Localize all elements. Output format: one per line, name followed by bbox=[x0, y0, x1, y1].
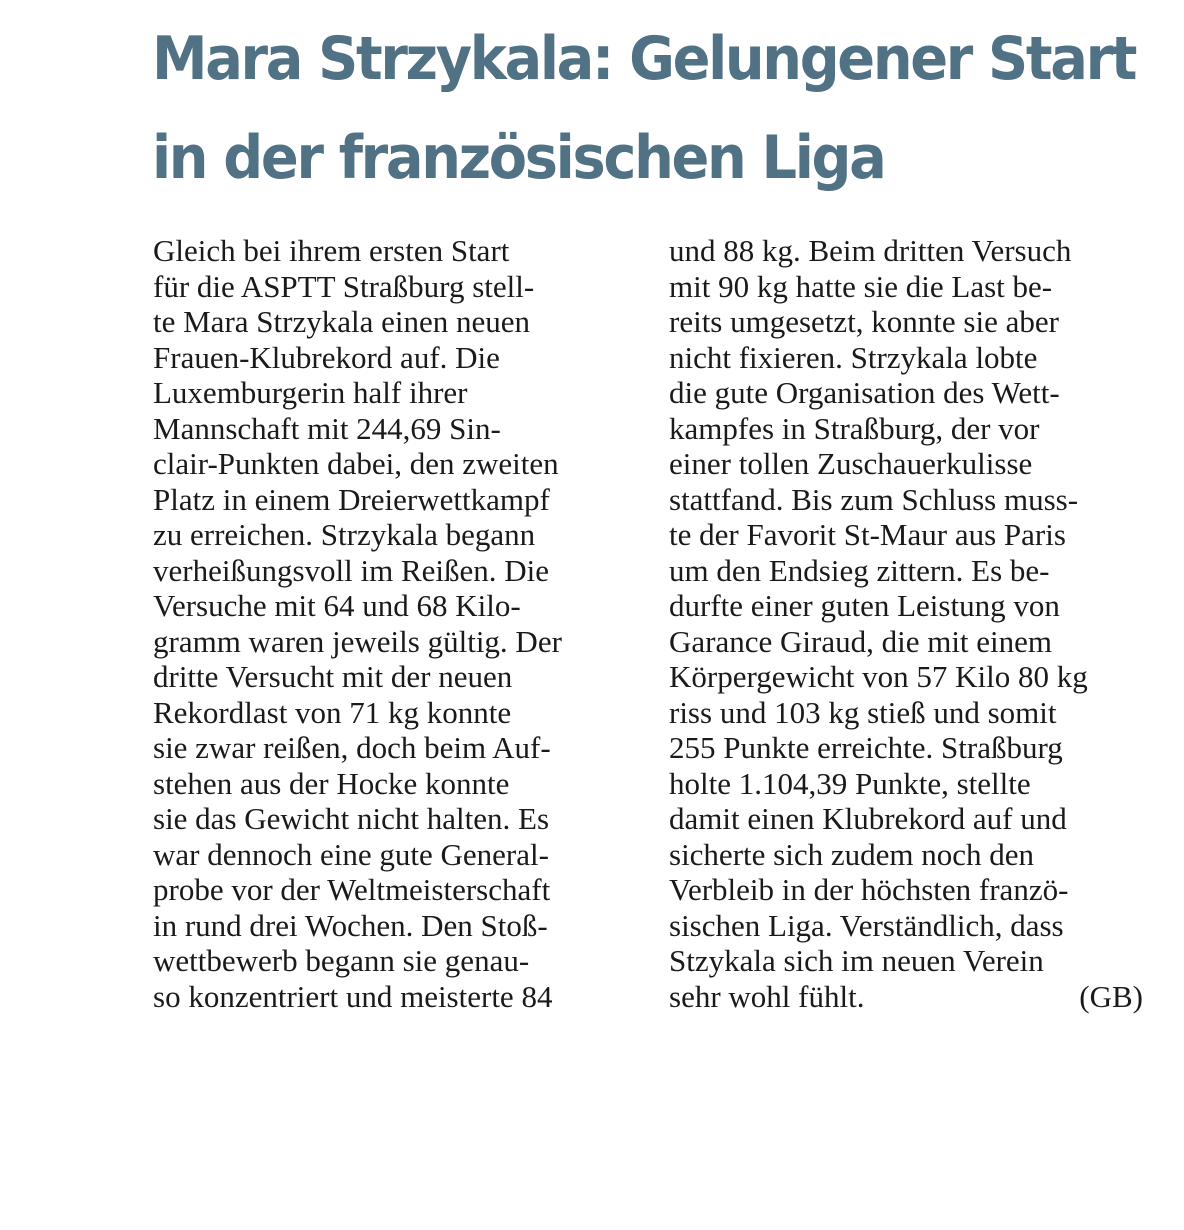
text-line: reits umgesetzt, konnte sie aber bbox=[669, 304, 1059, 339]
text-line: verheißungsvoll im Reißen. Die bbox=[153, 552, 550, 588]
text-line: um den Endsieg zittern. Es be- bbox=[669, 552, 1050, 588]
text-line: Frauen-Klubrekord auf. Die bbox=[153, 339, 500, 375]
text-line: durfte einer guten Leistung von bbox=[669, 588, 1060, 623]
text-line: war dennoch eine gute General- bbox=[153, 836, 549, 872]
article-headline bbox=[152, 10, 1136, 208]
text-line: holte 1.104,39 Punkte, stellte bbox=[669, 765, 1031, 801]
text-line: clair-Punkten dabei, den zweiten bbox=[153, 446, 559, 481]
text-line: Gleich bei ihrem ersten Start bbox=[153, 233, 510, 268]
text-line: in rund drei Wochen. Den Stoß- bbox=[153, 907, 548, 943]
text-line: probe vor der Weltmeisterschaft bbox=[153, 872, 551, 907]
closing-text: sehr wohl fühlt. bbox=[669, 978, 865, 1014]
article-column-left bbox=[153, 233, 562, 1014]
text-line: wettbewerb begann sie genau- bbox=[153, 943, 530, 978]
text-line: gramm waren jeweils gültig. Der bbox=[153, 623, 562, 659]
text-line: Körpergewicht von 57 Kilo 80 kg bbox=[669, 659, 1088, 694]
text-line: nicht fixieren. Strzykala lobte bbox=[669, 339, 1038, 375]
text-line: Rekordlast von 71 kg konnte bbox=[153, 694, 512, 730]
text-line: damit einen Klubrekord auf und bbox=[669, 801, 1067, 836]
text-line: Versuche mit 64 und 68 Kilo- bbox=[153, 588, 521, 623]
text-line: Stzykala sich im neuen Verein bbox=[669, 943, 1044, 978]
text-line: stehen aus der Hocke konnte bbox=[153, 765, 510, 801]
text-line: 255 Punkte erreichte. Straßburg bbox=[669, 730, 1063, 765]
text-line: Luxemburgerin half ihrer bbox=[153, 375, 468, 410]
text-line: dritte Versucht mit der neuen bbox=[153, 659, 513, 694]
text-line: Platz in einem Dreierwettkampf bbox=[153, 481, 550, 517]
text-line: für die ASPTT Straßburg stell- bbox=[153, 268, 535, 304]
text-line: und 88 kg. Beim dritten Versuch bbox=[669, 233, 1072, 268]
headline-line-1: Mara Strzykala: Gelungener Start bbox=[152, 24, 1136, 94]
text-line: sie zwar reißen, doch beim Auf- bbox=[153, 730, 551, 765]
text-line: mit 90 kg hatte sie die Last be- bbox=[669, 268, 1053, 304]
author-initials: (GB) bbox=[1079, 978, 1143, 1014]
text-line: sie das Gewicht nicht halten. Es bbox=[153, 801, 550, 836]
text-line: Mannschaft mit 244,69 Sin- bbox=[153, 410, 501, 446]
text-line: so konzentriert und meisterte 84 bbox=[153, 978, 553, 1014]
text-line: riss und 103 kg stieß und somit bbox=[669, 694, 1057, 730]
text-line: sischen Liga. Verständlich, dass bbox=[669, 907, 1064, 943]
text-line: te Mara Strzykala einen neuen bbox=[153, 304, 530, 339]
text-line: Garance Giraud, die mit einem bbox=[669, 623, 1053, 659]
headline-line-2: in der französischen Liga bbox=[152, 123, 885, 193]
text-line: zu erreichen. Strzykala begann bbox=[153, 517, 536, 552]
text-line: einer tollen Zuschauerkulisse bbox=[669, 446, 1033, 481]
text-line: Verbleib in der höchsten franzö- bbox=[669, 872, 1069, 907]
article-column-right bbox=[669, 233, 1143, 1014]
text-line: sicherte sich zudem noch den bbox=[669, 836, 1034, 872]
text-line: te der Favorit St-Maur aus Paris bbox=[669, 517, 1066, 552]
text-line: kampfes in Straßburg, der vor bbox=[669, 410, 1040, 446]
text-line: stattfand. Bis zum Schluss muss- bbox=[669, 481, 1079, 517]
text-line: die gute Organisation des Wett- bbox=[669, 375, 1060, 410]
final-line bbox=[669, 979, 1143, 1015]
